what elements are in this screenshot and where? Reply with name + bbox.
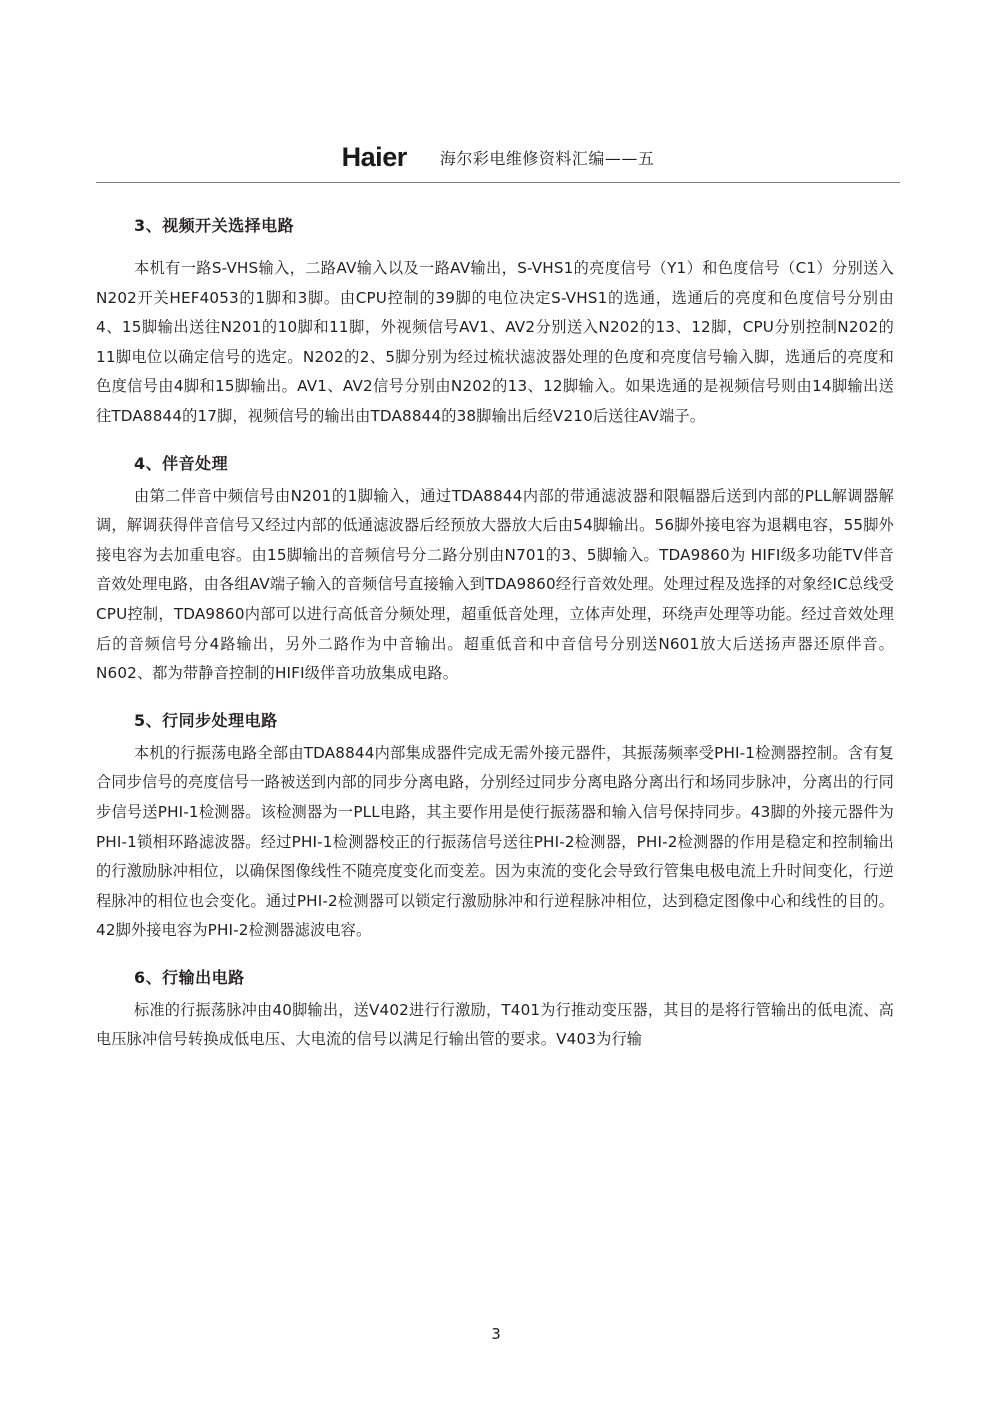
section-title: 6、行输出电路: [134, 967, 245, 987]
section-title: 4、伴音处理: [134, 453, 229, 473]
section-audio-processing: [96, 446, 894, 689]
section-video-switch: [96, 208, 894, 432]
section-line-sync: [96, 703, 894, 946]
header-title: 海尔彩电维修资料汇编——五: [439, 149, 655, 168]
page-header: [96, 140, 900, 183]
section-title: 5、行同步处理电路: [134, 710, 278, 730]
section-title: 3、视频开关选择电路: [134, 216, 295, 235]
section-paragraph: 本机的行振荡电路全部由TDA8844内部集成器件完成无需外接元器件，其振荡频率受PHI-1检测器控制。含有复合同步信号的亮度信号一路被送到内部的同步分离电路，分别经过同步分离电路分离出行和场同步脉冲，分离出的行同步信号送PHI-1检测器。该检测器为一PLL电路，其主要作用是使行振荡器和输入信号保持同步。43脚的外接元器件为PHI-1锁相环路滤波器。经过PHI-1检测器校正的行振荡信号送往PHI-2检测器，PHI-2检测器的作用是稳定和控制输出的行激励脉冲相位，以确保图像线性不随亮度变化而变差。因为束流的变化会导致行管集电极电流上升时间变化，行逆程脉冲的相位也会变化。通过PHI-2检测器可以锁定行激励脉冲和行逆程脉冲相位，达到稳定图像中心和线性的目的。42脚外接电容为PHI-2检测器滤波电容。: [96, 743, 894, 940]
section-paragraph: 本机有一路S-VHS输入，二路AV输入以及一路AV输出，S-VHS1的亮度信号（Y1）和色度信号（C1）分别送入N202开关HEF4053的1脚和3脚。由CPU控制的39脚的电位决定S-VHS1的选通，选通后的亮度和色度信号分别由4、15脚输出送往N201的10脚和11脚，外视频信号AV1、AV2分别送入N202的13、12脚，CPU分别控制N202的11脚电位以确定信号的选定。N202的2、5脚分别为经过梳状滤波器处理的色度和亮度信号输入脚，选通后的亮度和色度信号由4脚和15脚输出。AV1、AV2信号分别由N202的13、12脚输入。如果选通的是视频信号则由14脚输出送往TDA8844的17脚，视频信号的输出由TDA8844的38脚输出后经V210后送往AV端子。: [96, 259, 894, 425]
section-line-output: [96, 960, 894, 1055]
page-number: 3: [491, 1325, 501, 1343]
section-paragraph: 标准的行振荡脉冲由40脚输出，送V402进行行激励，T401为行推动变压器，其目的是将行管输出的低电流、高电压脉冲信号转换成低电压、大电流的信号以满足行输出管的要求。V403为行输: [96, 1000, 894, 1049]
haier-logo: Haier: [341, 142, 407, 172]
document-body: [96, 208, 894, 1069]
section-paragraph: 由第二伴音中频信号由N201的1脚输入，通过TDA8844内部的带通滤波器和限幅器后送到内部的PLL解调器解调，解调获得伴音信号又经过内部的低通滤波器后经预放大器放大后由54脚输出。56脚外接电容为退耦电容，55脚外接电容为去加重电容。由15脚输出的音频信号分二路分别由N701的3、5脚输入。TDA9860为 HIFI级多功能TV伴音音效处理电路，由各组AV端子输入的音频信号直接输入到TDA9860经行音效处理。处理过程及选择的对象经IC总线受CPU控制，TDA9860内部可以进行高低音分频处理，超重低音处理，立体声处理，环绕声处理等功能。经过音效处理后的音频信号分4路输出，另外二路作为中音输出。超重低音和中音信号分别送N601放大后送扬声器还原伴音。N602、都为带静音控制的HIFI级伴音功放集成电路。: [96, 486, 894, 683]
